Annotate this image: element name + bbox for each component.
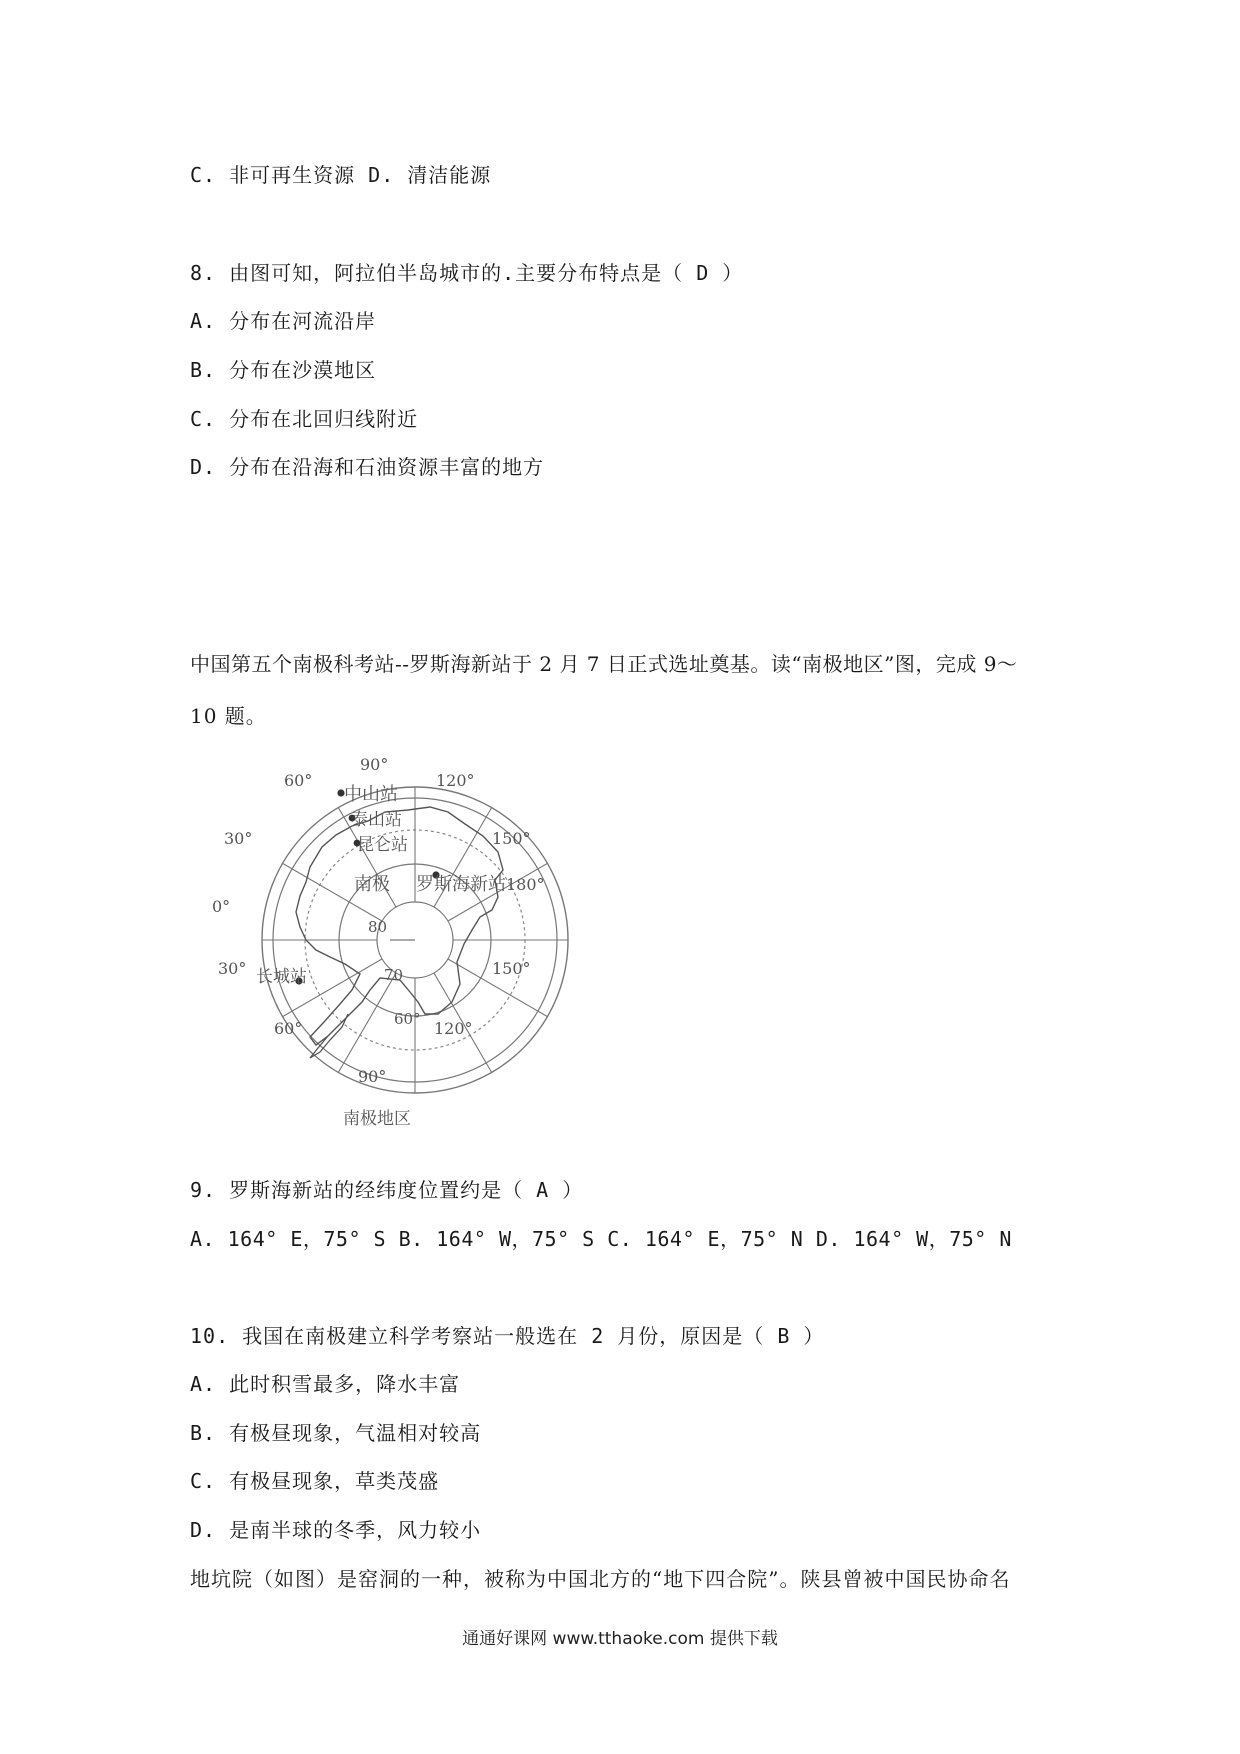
- lon-label-bl60: 60°: [274, 1019, 303, 1038]
- q9-options: A. 164° E，75° S B. 164° W，75° S C. 164° E，75° N D. 164° W，75° N: [190, 1227, 1012, 1251]
- lon-label-l30: 30°: [224, 829, 253, 848]
- antarctic-peninsula: [310, 1014, 348, 1058]
- map-caption: 南极地区: [343, 1109, 411, 1129]
- q11-intro: 地坑院（如图）是窑洞的一种，被称为中国北方的“地下四合院”。陕县曾被中国民协命名: [190, 1567, 1011, 1591]
- page-footer: 通通好课网 www.tthaoke.com 提供下载: [462, 1629, 778, 1649]
- q7-options-cd: C. 非可再生资源 D. 清洁能源: [190, 163, 492, 187]
- q9-stem: 9. 罗斯海新站的经纬度位置约是（ A ）: [190, 1178, 584, 1202]
- q8-option-a: A. 分布在河流沿岸: [190, 309, 377, 333]
- changcheng-station-label: 长城站: [256, 967, 307, 987]
- lon-label-br150: 150°: [492, 959, 531, 978]
- q10-option-c: C. 有极昼现象，草类茂盛: [190, 1469, 440, 1493]
- antarctica-map: [212, 752, 620, 1152]
- q8-option-d: D. 分布在沿海和石油资源丰富的地方: [190, 455, 545, 479]
- q10-stem: 10. 我国在南极建立科学考察站一般选在 2 月份，原因是（ B ）: [190, 1324, 825, 1348]
- lat70-label: 70: [384, 966, 404, 984]
- taishan-station-label: 泰山站: [351, 810, 402, 830]
- lon-label-l0: 0°: [212, 897, 231, 916]
- q10-option-d: D. 是南半球的冬季，风力较小: [190, 1518, 482, 1542]
- lon-label-br120: 120°: [434, 1019, 473, 1038]
- q8-stem: 8. 由图可知，阿拉伯半岛城市的.主要分布特点是（ D ）: [190, 261, 744, 285]
- lon-label-r150: 150°: [492, 829, 531, 848]
- lon-label-tl60: 60°: [284, 771, 313, 790]
- q10-option-a: A. 此时积雪最多，降水丰富: [190, 1372, 461, 1396]
- q10-option-b: B. 有极昼现象，气温相对较高: [190, 1421, 482, 1445]
- q9-intro-line1: 中国第五个南极科考站--罗斯海新站于 2 月 7 日正式选址奠基。读“南极地区”图，完成 9～: [190, 652, 1018, 676]
- lon-label-bl30: 30°: [218, 959, 247, 978]
- q9-intro-line2: 10 题。: [190, 704, 267, 728]
- lat80-label: 80: [368, 918, 388, 936]
- rosssea-station-label: 罗斯海新站: [416, 874, 506, 895]
- lat60-label: 60°: [394, 1010, 421, 1028]
- zhongshan-station-label: 中山站: [344, 784, 398, 805]
- q8-option-b: B. 分布在沙漠地区: [190, 358, 377, 382]
- lon-label-r180: 180°: [506, 875, 545, 894]
- pole-label: 南极: [354, 874, 390, 895]
- q8-option-c: C. 分布在北回归线附近: [190, 407, 419, 431]
- lon-label-bottom90: 90°: [358, 1067, 387, 1086]
- lon-label-tr120: 120°: [436, 771, 475, 790]
- lon-label-top90: 90°: [360, 755, 389, 774]
- kunlun-station-label: 昆仑站: [357, 835, 408, 855]
